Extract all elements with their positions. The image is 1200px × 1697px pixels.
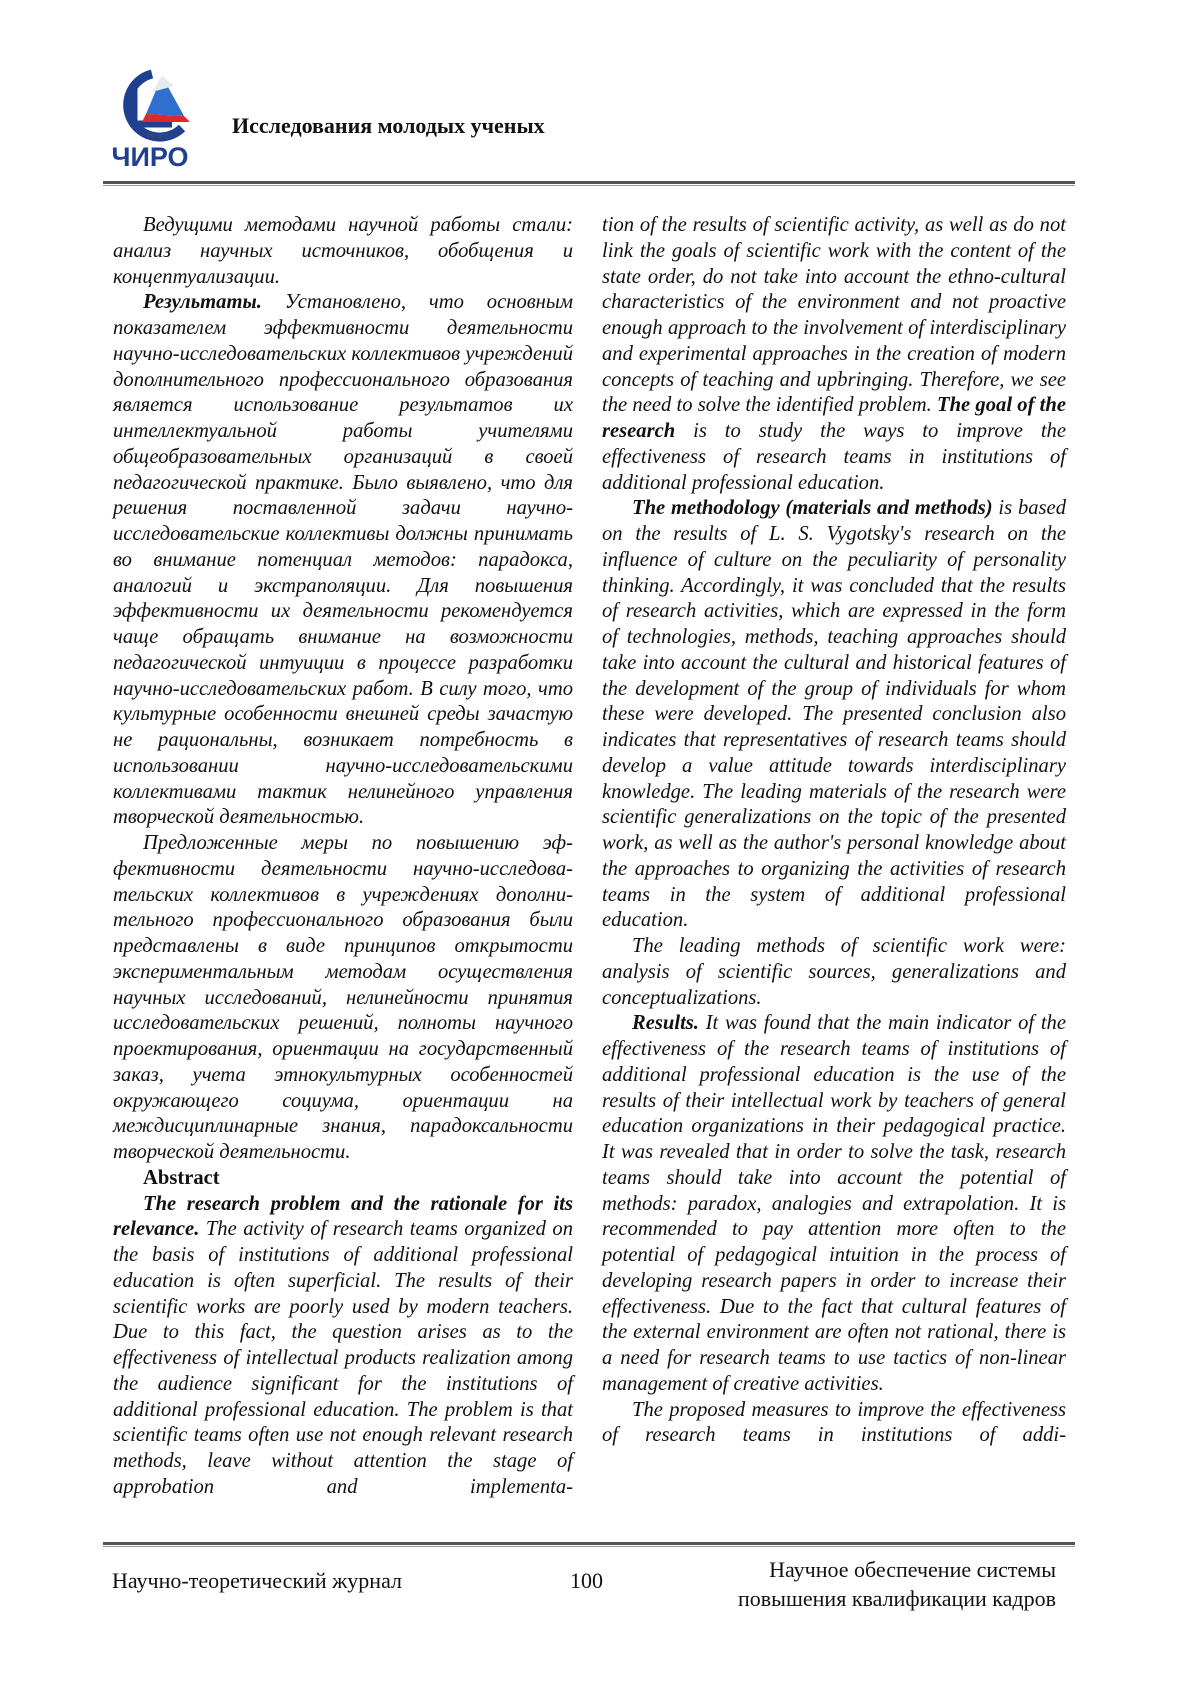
paragraph-continued — [602, 213, 1066, 496]
paragraph — [602, 934, 1066, 1011]
footer-section — [738, 1555, 1056, 1613]
chiro-logo — [112, 66, 207, 176]
page-number: 100 — [570, 1568, 603, 1594]
paragraph-lead: The research problem and the rationale for its relevance. — [113, 1193, 573, 1241]
abstract-heading: Abstract — [113, 1166, 573, 1192]
header-title: Исследования молодых ученых — [232, 113, 545, 139]
paragraph-text: It was found that the main indicator of the effectiveness of the research teams of institu­tions of additional professional education is the use of the results of their intellectual work by teachers of general education organizations in their pedagogical practice. It was revealed that in order to solve the task, research teams should take into account the potential of methods: paradox, analogies and extrapolation. It is recommended to pay attention more often to the potential of peda­gogical intuition in the process of developing re­search papers in order to increase their effective­ness. Due to the fact that cultural features of the external environment are often not rational, there is a need for research teams to use tactics of non-linear management of creative activities. — [602, 1012, 1066, 1395]
paragraph-methodology — [602, 496, 1066, 934]
paragraph-results-en — [602, 1011, 1066, 1397]
paragraph-text: The activity of research teams orga­nized on the basis of institutions of additional pro­fessional education is often superficial. The results of their scientific works are poorly used by modern teachers. Due to this fact, the question arises as to the effectiveness of intellectual products realiza­tion among the audience significant for the institu­tions of additional professional education. The problem is that scientific teams often use not enough relevant research methods, leave without attention the stage of approbation and implementa- — [113, 1218, 573, 1498]
svg-text:ГБУ ДПО: ГБУ ДПО — [147, 134, 168, 140]
footer-journal: Научно-теоретический журнал — [112, 1568, 402, 1594]
paragraph — [113, 831, 573, 1166]
paragraph — [113, 213, 573, 290]
paragraph-text: Ведущими методами научной работы стали: анализ научных источников, обобщения и концептуализации. — [113, 214, 573, 288]
paragraph-lead: The goal of the research — [602, 394, 1066, 442]
left-column — [113, 213, 573, 1501]
paragraph-text: The proposed measures to improve the effec­tiveness of research teams in institutions of addi- — [602, 1399, 1066, 1447]
paragraph-lead: Результаты. — [143, 291, 262, 313]
logo-text: ЧИРО — [112, 142, 189, 172]
paragraph-text: Предложенные меры по повышению эф­фективности деятельности научно-исследова­тельских коллективов в учреждениях дополни­тельного профессионального образования были представлены в виде принципов открытости экспериментальным методам осуществления научных исследований, нелинейности принятия исследовательских решений, полноты научного проектирования, ориентации на государствен­ный заказ, учета этнокультурных особенно­стей окружающего социума, ориентации на междисциплинарные знания, парадоксально­сти творческой деятельности. — [113, 832, 573, 1163]
paragraph-text: The leading methods of scientific work were: analysis of scientific sources, generalizations and conceptualizations. — [602, 935, 1066, 1009]
paragraph-text: is based on the results of L. S. Vygotsky's research on the influence of culture on the peculiarity of per­sonality thinking. Accordingly, it was concluded that the results of research activities, which are expressed in the form of technologies, methods, teaching approaches should take into account the cultural and historical features of the development of the group of individuals for whom these were developed. The presented conclusion also indicates that representatives of research teams should de­velop a value attitude towards interdisciplinary knowledge. The leading materials of the research were scientific generalizations on the topic of the presented work, as well as the author's personal knowledge about the approaches to organizing the activities of research teams in the system of addi­tional professional education. — [602, 497, 1066, 931]
paragraph — [602, 1398, 1066, 1450]
footer-divider — [103, 1542, 1075, 1547]
footer-section-line: Научное обеспечение системы — [738, 1555, 1056, 1584]
paragraph-text: tion of the results of scientific activity, as well as do not link the goals of scientific work with the content of the state order, do not take into account the ethno-cultural characteristics of the environ­ment and not proactive enough approach to the involvement of interdisciplinary and experimental approaches in the creation of modern concepts of teaching and upbringing. Therefore, we see the need to solve the identified problem. — [602, 214, 1066, 416]
paragraph-lead: The methodology (materials and methods) — [632, 497, 993, 519]
paragraph-text: is to study the ways to improve the effectiveness of research teams in institutions of additional professional education. — [602, 420, 1066, 494]
paragraph-lead: Results. — [632, 1012, 699, 1034]
right-column — [602, 213, 1066, 1449]
paragraph-text: Установлено, что основным показателем эффективности деятельности научно-исследовательских коллективов учре­ждений дополнительного профессионального образования является использование резуль­татов их интеллектуальной работы учителя­ми общеобразовательных организаций в своей педагогической практике. Было выявлено, что для решения поставленной задачи научно-исследовательские коллективы должны при­нимать во внимание потенциал методов: па­радокса, аналогий и экстраполяции. Для повы­шения эффективности их деятельности реко­мендуется чаще обращать внимание на воз­можности педагогической интуиции в процес­се разработки научно-исследовательских ра­бот. В силу того, что культурные особенности внешней среды зачастую не рациональны, воз­никает потребность в использовании научно-исследовательскими коллективами тактик нелинейного управления творческой деятельно­стью. — [113, 291, 573, 828]
paragraph-problem — [113, 1192, 573, 1501]
footer-section-line: повышения квалификации кадров — [738, 1584, 1056, 1613]
paragraph-results-ru — [113, 290, 573, 831]
header-divider — [103, 181, 1075, 186]
